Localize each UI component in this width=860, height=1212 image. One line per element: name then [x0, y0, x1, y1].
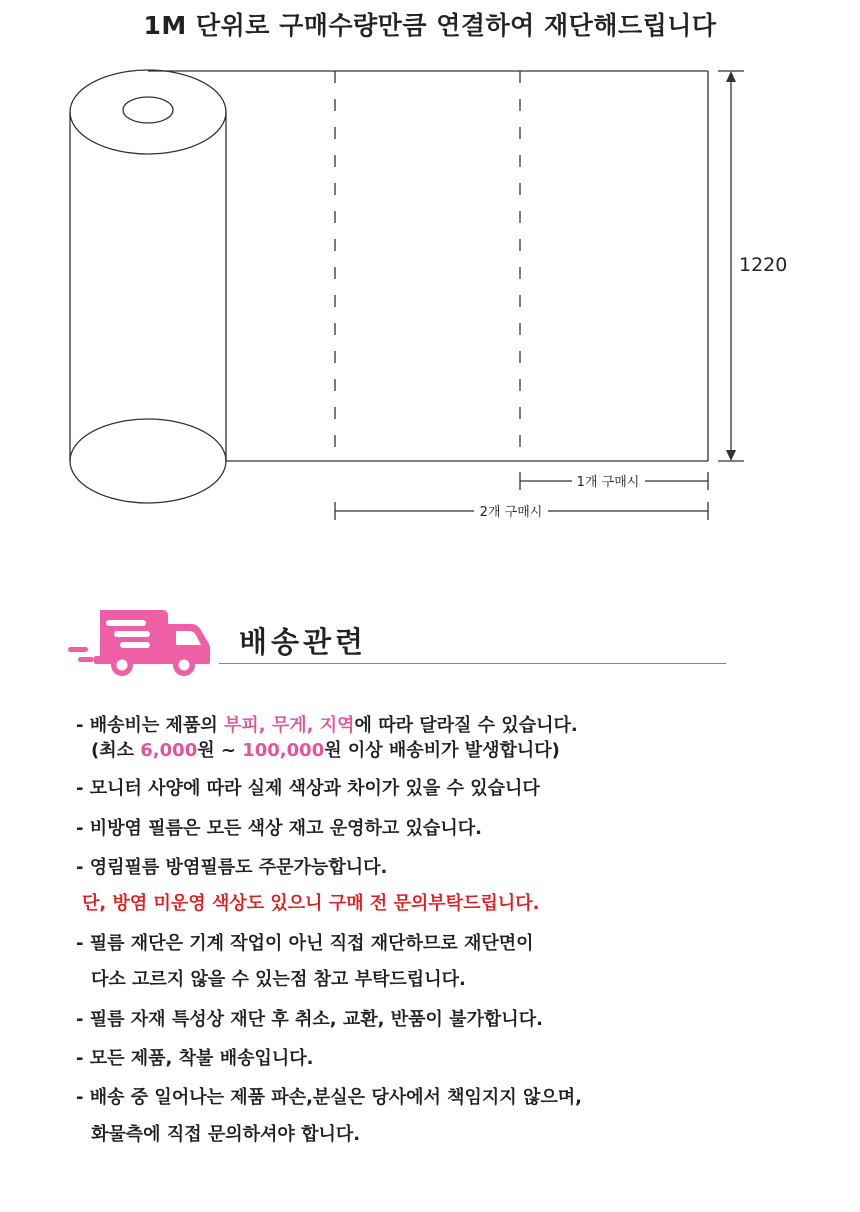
- notice-text: 원 이상 배송비가 발생합니다): [324, 740, 560, 761]
- notice-text: (최소: [91, 740, 141, 761]
- delivery-truck-icon: [64, 606, 214, 678]
- notice-no-return: - 필름 자재 특성상 재단 후 취소, 교환, 반품이 불가합니다.: [76, 1009, 543, 1030]
- notice-text: 에 따라 달라질 수 있습니다.: [354, 715, 578, 736]
- notice-text: 원 ~: [197, 740, 243, 761]
- notice-cutting-cont: 다소 고르지 않을 수 있는점 참고 부탁드립니다.: [91, 969, 466, 990]
- shipping-section-title: 배송관련: [239, 625, 368, 659]
- notice-highlight: 부피, 무게, 지역: [224, 715, 355, 736]
- section-underline: [219, 663, 726, 664]
- roll-bottom-ellipse: [70, 419, 226, 503]
- headline: 1M 단위로 구매수량만큼 연결하여 재단해드립니다: [143, 11, 717, 40]
- height-arrow-top: [726, 71, 736, 82]
- roll-core-ellipse: [123, 97, 173, 123]
- notice-cutting: - 필름 재단은 기계 작업이 아닌 직접 재단하므로 재단면이: [76, 933, 534, 954]
- notice-text: - 배송비는 제품의: [76, 715, 224, 736]
- height-arrow-bottom: [726, 450, 736, 461]
- min-fee: 6,000: [140, 740, 198, 761]
- notice-damage: - 배송 중 일어나는 제품 파손,분실은 당사에서 책임지지 않으며,: [76, 1087, 582, 1108]
- notice-shipping-range: [91, 736, 560, 762]
- notice-cod: - 모든 제품, 착불 배송입니다.: [76, 1048, 314, 1069]
- film-roll-diagram: [0, 50, 860, 530]
- roll-top-ellipse: [70, 70, 226, 154]
- notice-order: - 영림필름 방염필름도 주문가능합니다.: [76, 857, 388, 878]
- notice-damage-cont: 화물측에 직접 문의하셔야 합니다.: [91, 1124, 361, 1145]
- notice-stock: - 비방염 필름은 모든 색상 재고 운영하고 있습니다.: [76, 818, 482, 839]
- dim1-label: 1개 구매시: [576, 475, 640, 490]
- notice-monitor: - 모니터 사양에 따라 실제 색상과 차이가 있을 수 있습니다: [76, 778, 540, 799]
- notice-warning: 단, 방염 미운영 색상도 있으니 구매 전 문의부탁드립니다.: [82, 893, 540, 914]
- max-fee: 100,000: [242, 740, 325, 761]
- dim2-label: 2개 구매시: [479, 505, 543, 520]
- height-label: 1220: [739, 254, 788, 276]
- notice-shipping-fee: [76, 711, 578, 737]
